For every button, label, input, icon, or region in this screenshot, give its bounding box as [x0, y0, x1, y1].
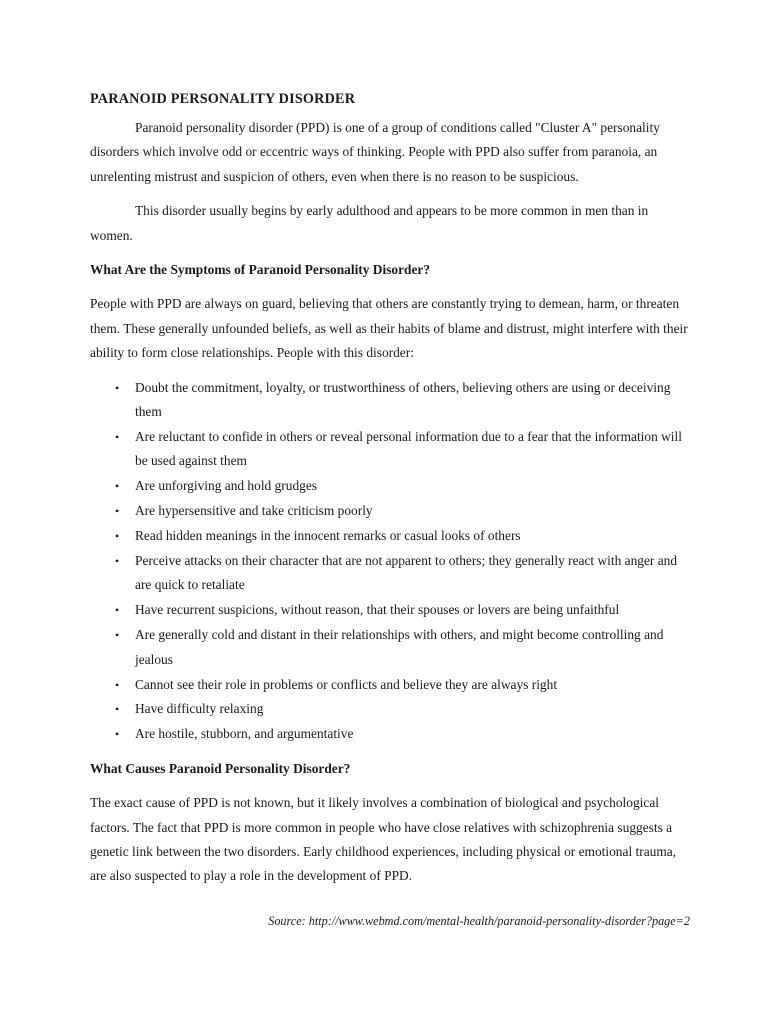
- document-page: [90, 88, 690, 933]
- list-item-text: Are generally cold and distant in their relationships with others, and might become controlling and jealous: [135, 627, 664, 667]
- bullet-icon: •: [115, 677, 120, 692]
- list-item-text: Perceive attacks on their character that are not apparent to others; they generally react with anger and are quick to retaliate: [135, 553, 678, 593]
- bullet-icon: •: [115, 380, 120, 395]
- list-item: [90, 499, 690, 523]
- list-item-text: Are hypersensitive and take criticism poorly: [135, 503, 373, 519]
- source-citation: Source: http://www.webmd.com/mental-health/paranoid-personality-disorder?page=2: [268, 913, 690, 928]
- bullet-icon: •: [115, 554, 120, 568]
- bullet-icon: •: [115, 603, 120, 618]
- document-title: PARANOID PERSONALITY DISORDER: [90, 91, 356, 107]
- bullet-icon: •: [115, 479, 120, 494]
- list-item-text: Have difficulty relaxing: [135, 701, 264, 717]
- intro-paragraph: Paranoid personality disorder (PPD) is one of a group of conditions called "Cluster A" personality disorders which involve odd or eccentric ways of thinking. People with PPD also suffer from paranoia, an unrelenting mistrust and suspicion of others, even when there is no reason to be suspicious.: [90, 120, 660, 184]
- intro-paragraph: This disorder usually begins by early adulthood and appears to be more common in men than in women.: [90, 203, 649, 243]
- symptoms-intro-paragraph: People with PPD are always on guard, believing that others are constantly trying to demean, harm, or threaten them. These generally unfounded beliefs, as well as their habits of blame and distrust, might interfere with their ability to form close relationships. People with this disorder:: [90, 296, 688, 361]
- list-item: [90, 425, 690, 474]
- list-item: [90, 376, 690, 425]
- bullet-icon: •: [115, 529, 120, 544]
- list-item-text: Read hidden meanings in the innocent remarks or casual looks of others: [135, 528, 521, 544]
- list-item: [90, 524, 690, 548]
- bullet-icon: •: [115, 727, 120, 742]
- bullet-icon: •: [115, 702, 120, 717]
- bullet-icon: •: [115, 504, 120, 519]
- list-item: [90, 598, 690, 622]
- symptoms-heading: What Are the Symptoms of Paranoid Personality Disorder?: [90, 262, 431, 278]
- list-item-text: Are hostile, stubborn, and argumentative: [135, 726, 354, 742]
- causes-heading: What Causes Paranoid Personality Disorder?: [90, 760, 351, 776]
- list-item-text: Have recurrent suspicions, without reason, that their spouses or lovers are being unfaithful: [135, 602, 620, 618]
- causes-paragraph: The exact cause of PPD is not known, but it likely involves a combination of biological and psychological factors. The fact that PPD is more common in people who have close relatives with schizophrenia suggests a genetic link between the two disorders. Early childhood experiences, including physical or emotional trauma, are also suspected to play a role in the development of PPD.: [90, 795, 677, 884]
- list-item-text: Are reluctant to confide in others or reveal personal information due to a fear that the information will be used against them: [135, 428, 682, 469]
- symptoms-list: [90, 376, 690, 747]
- list-item: [90, 697, 690, 721]
- list-item: [90, 623, 690, 672]
- list-item: [90, 474, 690, 498]
- list-item: [90, 722, 690, 746]
- list-item-text: Are unforgiving and hold grudges: [135, 478, 317, 494]
- bullet-icon: •: [115, 628, 120, 643]
- list-item-text: Doubt the commitment, loyalty, or trustworthiness of others, believing others are using or deceiving them: [135, 379, 671, 420]
- list-item: [90, 673, 690, 697]
- list-item-text: Cannot see their role in problems or conflicts and believe they are always right: [135, 676, 558, 692]
- bullet-icon: •: [115, 429, 120, 444]
- list-item: [90, 549, 690, 598]
